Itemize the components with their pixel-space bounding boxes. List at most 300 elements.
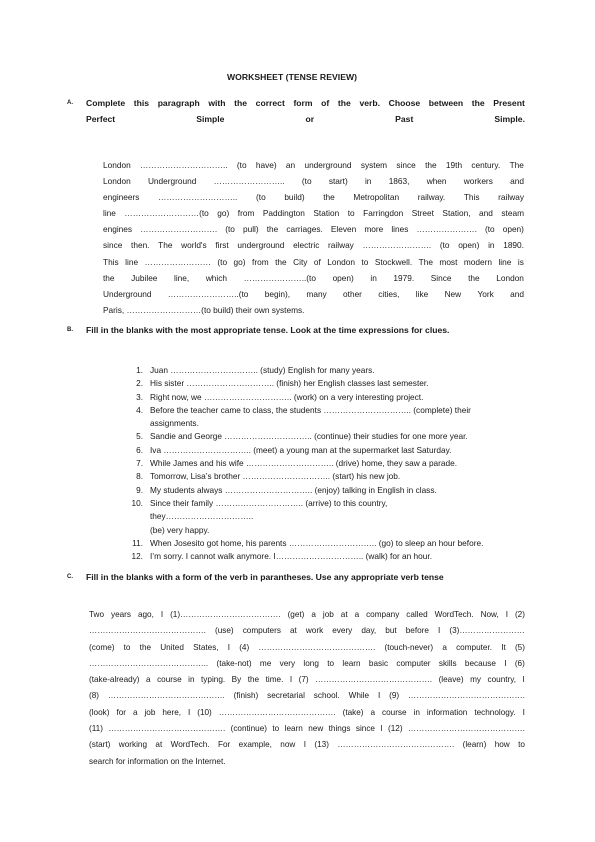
heading-word: of bbox=[321, 98, 330, 108]
paragraph-word: …………………………………….. bbox=[89, 658, 209, 668]
paragraph-word: ………………………(to bbox=[124, 208, 209, 219]
paragraph-word: information bbox=[426, 707, 468, 717]
paragraph-word: then. bbox=[131, 240, 150, 251]
paragraph-word: the bbox=[103, 272, 115, 283]
paragraph-word: 19th bbox=[445, 160, 463, 170]
paragraph-word: long bbox=[303, 658, 319, 668]
paragraph-word: called bbox=[406, 610, 428, 619]
paragraph-word: I bbox=[504, 658, 507, 668]
paragraph-line-text: search for information on the Internet. bbox=[89, 756, 226, 766]
paragraph-word: (11) bbox=[89, 724, 103, 734]
paragraph-word: since bbox=[396, 160, 416, 170]
paragraph-word: at bbox=[289, 626, 297, 636]
paragraph-word: very bbox=[279, 658, 296, 668]
paragraph-word: (4) bbox=[239, 642, 250, 652]
paragraph-word: I bbox=[522, 675, 525, 685]
section-b-heading-text: Fill in the blanks with the most appropriate tense. Look at the time expressions for clues. bbox=[86, 325, 450, 335]
paragraph-word: pull) bbox=[242, 224, 259, 235]
paragraph-word: Underground bbox=[147, 176, 197, 187]
paragraph-word: ……………………………………. bbox=[107, 691, 225, 701]
paragraph-word: build) bbox=[284, 192, 305, 203]
paragraph-line bbox=[89, 656, 525, 672]
paragraph-word: (take) bbox=[342, 707, 364, 717]
exercise-text bbox=[143, 457, 490, 470]
paragraph-word: computer bbox=[396, 658, 431, 668]
paragraph-word: lines bbox=[391, 224, 409, 235]
paragraph-word: which bbox=[205, 272, 228, 283]
paragraph-word: (get) bbox=[287, 610, 305, 619]
paragraph-word: first bbox=[215, 240, 229, 251]
paragraph-word: work bbox=[305, 626, 324, 636]
exercise-item bbox=[124, 430, 490, 443]
paragraph-word: a bbox=[146, 675, 151, 685]
paragraph-word: (9) bbox=[389, 691, 400, 701]
heading-word: or bbox=[305, 113, 315, 124]
paragraph-word: secretarial bbox=[267, 691, 305, 701]
exercise-text-line: I’m sorry. I cannot walk anymore. I………………………….. (walk) for an hour. bbox=[150, 551, 433, 562]
paragraph-word: from bbox=[252, 256, 269, 267]
paragraph-word: ……………………………………. bbox=[258, 642, 376, 652]
paragraph-word: ……………………………………. bbox=[407, 724, 525, 734]
paragraph-word: Farringdon bbox=[363, 208, 404, 219]
paragraph-word: in bbox=[370, 272, 377, 283]
section-a-heading bbox=[67, 96, 525, 127]
paragraph-word: line bbox=[103, 208, 116, 219]
exercise-number: 9. bbox=[136, 484, 143, 495]
exercise-text bbox=[143, 391, 490, 404]
exercise-text-line: Since their family ………………………….. (arrive) to this country, they………………………….. bbox=[150, 497, 388, 522]
exercise-number: 1. bbox=[136, 365, 143, 375]
paragraph-word: line bbox=[498, 256, 512, 267]
paragraph-word: (13) bbox=[314, 740, 329, 750]
paragraph-word: …………………..(to bbox=[243, 272, 316, 283]
section-c-heading bbox=[67, 570, 526, 586]
paragraph-word: (leave) bbox=[438, 675, 464, 685]
paragraph-word: railway bbox=[498, 192, 524, 203]
paragraph-word: United bbox=[160, 642, 184, 652]
paragraph-word: (touch-never) bbox=[384, 642, 434, 652]
paragraph-line bbox=[103, 270, 524, 286]
heading-word: correct bbox=[255, 98, 285, 108]
heading-word: this bbox=[133, 98, 150, 108]
paragraph-word: like bbox=[415, 288, 429, 299]
paragraph-word: computers bbox=[242, 626, 281, 636]
paragraph-word: learn bbox=[342, 658, 361, 668]
heading-word: the bbox=[337, 98, 351, 108]
exercise-item bbox=[124, 497, 490, 537]
paragraph-word: to bbox=[361, 256, 369, 267]
paragraph-line bbox=[103, 286, 524, 302]
paragraph-word: Paddington bbox=[262, 208, 305, 219]
paragraph-word: I bbox=[380, 724, 383, 734]
paragraph-word: WordTech. bbox=[434, 610, 474, 619]
exercise-text bbox=[143, 444, 490, 457]
section-a-heading-line-1 bbox=[86, 96, 525, 112]
paragraph-word: go) bbox=[233, 256, 246, 267]
paragraph-word: ………………………. bbox=[140, 224, 218, 235]
paragraph-line bbox=[103, 254, 524, 270]
paragraph-word: I bbox=[303, 740, 306, 750]
paragraph-word: ……………………………………. bbox=[108, 724, 226, 734]
paragraph-word: (learn) bbox=[462, 740, 487, 750]
paragraph-word: learn bbox=[284, 724, 303, 734]
heading-word: Simple. bbox=[494, 113, 525, 124]
exercise-text-line: Before the teacher came to class, the students ………………………….. (complete) their bbox=[150, 404, 471, 415]
paragraph-word: because bbox=[464, 658, 496, 668]
section-c-heading-text: Fill in the blanks with a form of the verb in parantheses. Use any appropriate verb tense bbox=[86, 572, 444, 582]
exercise-text-line: His sister ………………………….. (finish) her English classes last semester. bbox=[150, 378, 429, 389]
paragraph-word: (continue) bbox=[230, 724, 268, 734]
paragraph-word: in bbox=[488, 240, 495, 251]
paragraph-word: cities, bbox=[378, 288, 400, 299]
paragraph-word: (6) bbox=[514, 658, 525, 668]
heading-word: with bbox=[208, 98, 226, 108]
exercise-number: 7. bbox=[136, 458, 143, 469]
exercise-text-line: (be) very happy. bbox=[150, 524, 210, 535]
paragraph-word: 1979. bbox=[393, 272, 415, 283]
exercise-text-line: My students always ………………………….. (enjoy) talking in English in class. bbox=[150, 484, 437, 495]
paragraph-word: (10) bbox=[197, 707, 212, 717]
exercise-number: 12. bbox=[131, 551, 143, 562]
paragraph-word: and bbox=[510, 288, 524, 299]
paragraph-word: school. bbox=[313, 691, 340, 701]
paragraph-line bbox=[103, 302, 524, 318]
paragraph-word: more bbox=[364, 224, 384, 235]
paragraph-word: (1)………………………………. bbox=[170, 610, 281, 619]
paragraph-word: start) bbox=[328, 176, 348, 187]
paragraph-word: Two bbox=[89, 610, 105, 619]
paragraph-line bbox=[89, 705, 525, 721]
paragraph-word: (use) bbox=[214, 626, 234, 636]
paragraph-word: at bbox=[155, 740, 163, 750]
paragraph-word: the bbox=[247, 675, 260, 685]
paragraph-word: job bbox=[322, 610, 334, 619]
paragraph-word: begin), bbox=[264, 288, 291, 299]
paragraph-word: (12) bbox=[388, 724, 403, 734]
paragraph-word: (to bbox=[256, 192, 266, 203]
paragraph-word: carriages. bbox=[286, 224, 323, 235]
paragraph-word: now bbox=[280, 740, 296, 750]
section-a-letter: A. bbox=[67, 100, 73, 106]
paragraph-word: here, bbox=[162, 707, 182, 717]
paragraph-word: the bbox=[266, 224, 279, 235]
paragraph-word: I bbox=[227, 642, 231, 652]
paragraph-word: I bbox=[505, 610, 508, 619]
section-b-letter: B. bbox=[67, 327, 73, 333]
paragraph-word: but bbox=[385, 626, 397, 636]
paragraph-word: railway. bbox=[417, 192, 446, 203]
paragraph-word: day, bbox=[361, 626, 377, 636]
paragraph-word: engineers bbox=[103, 192, 140, 203]
heading-word: the bbox=[471, 98, 485, 108]
paragraph-word: ……………………………………. bbox=[408, 691, 525, 701]
paragraph-word: It bbox=[501, 642, 506, 652]
heading-word: Past bbox=[395, 113, 414, 124]
heading-word: Perfect bbox=[86, 113, 116, 124]
paragraph-word: go) bbox=[217, 208, 230, 219]
worksheet-title: WORKSHEET (TENSE REVIEW) bbox=[226, 72, 358, 82]
paragraph-word: York bbox=[477, 288, 494, 299]
exercise-text bbox=[143, 497, 490, 537]
paragraph-word: (to bbox=[301, 176, 312, 187]
heading-word: Simple bbox=[196, 113, 225, 124]
paragraph-word: Underground bbox=[103, 288, 152, 299]
exercise-number: 8. bbox=[136, 471, 143, 482]
paragraph-word: workers bbox=[463, 176, 493, 187]
exercise-text-line: When Josesito got home, his parents ………………………….. (go) to sleep an hour before. bbox=[150, 537, 484, 548]
paragraph-line bbox=[89, 754, 525, 770]
exercise-number: 3. bbox=[136, 391, 143, 402]
paragraph-word: line, bbox=[174, 272, 190, 283]
paragraph-word: By bbox=[231, 675, 242, 685]
exercise-item bbox=[124, 391, 490, 404]
paragraph-word: This bbox=[103, 256, 119, 267]
paragraph-word: ……………………..(to bbox=[167, 288, 249, 299]
paragraph-word: century. bbox=[471, 160, 501, 170]
paragraph-line-text: Paris, ………………………(to build) their own systems. bbox=[103, 304, 305, 315]
paragraph-word: new bbox=[308, 724, 324, 734]
exercise-number: 11. bbox=[132, 537, 143, 548]
paragraph-word: most bbox=[439, 256, 458, 267]
heading-word: form bbox=[293, 98, 313, 108]
paragraph-word: for bbox=[116, 707, 126, 717]
paragraph-word: a bbox=[442, 642, 447, 652]
paragraph-word: world's bbox=[181, 240, 207, 251]
paragraph-word: things bbox=[328, 724, 351, 734]
paragraph-word: company bbox=[366, 610, 400, 619]
paragraph-word: WordTech. bbox=[170, 740, 210, 750]
paragraph-word: technology. bbox=[474, 707, 516, 717]
paragraph-word: underground bbox=[237, 240, 285, 251]
paragraph-word: steam bbox=[501, 208, 524, 219]
paragraph-word: (to bbox=[439, 240, 450, 251]
paragraph-word: I bbox=[289, 675, 293, 685]
paragraph-word: course bbox=[157, 675, 182, 685]
paragraph-word: skills bbox=[438, 658, 457, 668]
paragraph-word: to bbox=[123, 642, 131, 652]
heading-word: between bbox=[428, 98, 464, 108]
paragraph-word: is bbox=[517, 256, 524, 267]
exercise-text bbox=[143, 537, 490, 550]
paragraph-word: computer. bbox=[456, 642, 493, 652]
paragraph-word: (finish) bbox=[233, 691, 259, 701]
paragraph-word: Metropolitan bbox=[353, 192, 400, 203]
paragraph-word: time. bbox=[265, 675, 284, 685]
paragraph-word: country, bbox=[487, 675, 517, 685]
paragraph-word: line bbox=[125, 256, 139, 267]
paragraph-word: the bbox=[425, 160, 437, 170]
paragraph-word: (start) bbox=[89, 740, 111, 750]
paragraph-line bbox=[103, 237, 524, 253]
paragraph-word: working bbox=[118, 740, 147, 750]
paragraph-word: to bbox=[272, 724, 280, 734]
paragraph-word: basic bbox=[368, 658, 389, 668]
paragraph-word: electric bbox=[293, 240, 320, 251]
paragraph-word: other bbox=[343, 288, 362, 299]
paragraph-line bbox=[89, 640, 525, 656]
paragraph-word: modern bbox=[463, 256, 492, 267]
paragraph-word: the bbox=[139, 642, 152, 652]
exercise-item bbox=[124, 470, 490, 483]
paragraph-word: since bbox=[103, 240, 123, 251]
heading-word: paragraph bbox=[157, 98, 200, 108]
paragraph-word: every bbox=[332, 626, 353, 636]
paragraph-word: (7) bbox=[298, 675, 309, 685]
paragraph-word: Jubilee bbox=[131, 272, 158, 283]
paragraph-word: (look) bbox=[89, 707, 110, 717]
heading-word: verb. bbox=[359, 98, 380, 108]
exercise-number: 6. bbox=[136, 444, 143, 455]
paragraph-word: system bbox=[360, 160, 388, 170]
paragraph-word: railway bbox=[328, 240, 354, 251]
paragraph-word: (8) bbox=[89, 691, 100, 701]
paragraph-line bbox=[89, 623, 525, 639]
exercise-text-line: Iva ………………………….. (meet) a young man at the supermarket last Saturday. bbox=[150, 444, 452, 455]
paragraph-word: States, bbox=[193, 642, 219, 652]
heading-word: the bbox=[234, 98, 248, 108]
paragraph-word: how bbox=[494, 740, 510, 750]
paragraph-word: before bbox=[405, 626, 429, 636]
paragraph-word: a bbox=[311, 610, 316, 619]
paragraph-word: Stockwell. bbox=[374, 256, 413, 267]
paragraph-line bbox=[89, 607, 525, 623]
paragraph-word: Station bbox=[313, 208, 340, 219]
paragraph-word: (2) bbox=[514, 610, 525, 619]
paragraph-word: While bbox=[348, 691, 370, 701]
paragraph-word: London bbox=[327, 256, 355, 267]
heading-word: Complete bbox=[86, 98, 126, 108]
exercise-text-line: assignments. bbox=[150, 418, 199, 429]
paragraph-word: For bbox=[218, 740, 231, 750]
paragraph-word: my bbox=[470, 675, 482, 685]
paragraph-word: and bbox=[479, 208, 493, 219]
paragraph-word: from bbox=[237, 208, 255, 219]
paragraph-word: in bbox=[364, 176, 372, 187]
exercise-text-line: Tomorrow, Lisa’s brother ………………………….. (start) his new job. bbox=[150, 471, 401, 482]
paragraph-word: (3)…………………… bbox=[449, 626, 525, 636]
paragraph-word: Now, bbox=[480, 610, 499, 619]
paragraph-line bbox=[103, 221, 524, 237]
paragraph-word: ……………………. bbox=[362, 240, 432, 251]
paragraph-word: of bbox=[313, 256, 321, 267]
exercise-item bbox=[124, 484, 490, 497]
paragraph-word: open) bbox=[502, 224, 524, 235]
exercise-item bbox=[124, 457, 490, 470]
paragraph-line bbox=[89, 688, 525, 704]
paragraph-line bbox=[103, 157, 524, 173]
paragraph-word: …………………. bbox=[416, 224, 477, 235]
paragraph-word: a bbox=[370, 707, 376, 717]
paragraph-line bbox=[103, 173, 524, 189]
exercise-number: 5. bbox=[136, 431, 143, 442]
paragraph-word: New bbox=[444, 288, 462, 299]
paragraph-word: job bbox=[144, 707, 156, 717]
paragraph-word: years bbox=[110, 610, 131, 619]
section-c-paragraph bbox=[89, 607, 525, 770]
paragraph-word: since bbox=[355, 724, 375, 734]
exercise-text bbox=[143, 364, 490, 377]
paragraph-word: (take-already) bbox=[89, 675, 140, 685]
paragraph-word: The bbox=[418, 256, 433, 267]
exercise-item bbox=[124, 404, 490, 431]
paragraph-line bbox=[89, 672, 525, 688]
paragraph-line bbox=[89, 737, 525, 753]
paragraph-word: course bbox=[382, 707, 407, 717]
paragraph-word: The bbox=[509, 160, 524, 170]
exercise-text bbox=[143, 484, 490, 497]
section-c-letter: C. bbox=[67, 574, 73, 580]
paragraph-line bbox=[103, 189, 524, 205]
paragraph-word: Since bbox=[430, 272, 452, 283]
paragraph-word: London bbox=[496, 272, 524, 283]
paragraph-word: ……………………………………. bbox=[315, 675, 433, 685]
paragraph-word: Eleven bbox=[330, 224, 357, 235]
paragraph-word: underground bbox=[304, 160, 352, 170]
paragraph-word: in bbox=[413, 707, 420, 717]
paragraph-word: example, bbox=[238, 740, 272, 750]
exercise-number: 10. bbox=[131, 497, 143, 508]
paragraph-line bbox=[103, 205, 524, 221]
paragraph-word: Station, bbox=[442, 208, 471, 219]
paragraph-word: at bbox=[340, 610, 348, 619]
paragraph-word: 1890. bbox=[503, 240, 524, 251]
paragraph-word: …………………….. bbox=[213, 176, 285, 187]
paragraph-word: to bbox=[347, 208, 355, 219]
paragraph-word: (come) bbox=[89, 642, 115, 652]
paragraph-word: (to bbox=[484, 224, 495, 235]
paragraph-word: an bbox=[285, 160, 296, 170]
paragraph-word: (to bbox=[225, 224, 235, 235]
exercise-text bbox=[143, 430, 490, 443]
paragraph-word: to bbox=[518, 740, 525, 750]
exercise-text bbox=[143, 404, 490, 431]
paragraph-word: I bbox=[522, 707, 525, 717]
paragraph-word: ago, bbox=[137, 610, 154, 619]
paragraph-word: (take-not) bbox=[216, 658, 252, 668]
paragraph-word: (to bbox=[217, 256, 228, 267]
paragraph-word: to bbox=[327, 658, 335, 668]
section-b-exercise-list bbox=[124, 364, 490, 563]
paragraph-word: typing. bbox=[201, 675, 226, 685]
section-a-paragraph bbox=[103, 157, 524, 318]
paragraph-word: London bbox=[103, 176, 131, 187]
exercise-item bbox=[124, 550, 490, 563]
paragraph-word: (5) bbox=[514, 642, 525, 652]
paragraph-line bbox=[89, 721, 525, 737]
paragraph-word: open) bbox=[458, 240, 480, 251]
paragraph-word: 1863, bbox=[388, 176, 410, 187]
exercise-item bbox=[124, 377, 490, 390]
paragraph-word: I bbox=[187, 707, 191, 717]
paragraph-word: …………………… bbox=[144, 256, 211, 267]
paragraph-word: ……………………………………. bbox=[89, 626, 206, 636]
paragraph-word: I bbox=[438, 626, 441, 636]
heading-word: Choose bbox=[388, 98, 421, 108]
paragraph-word: I bbox=[160, 610, 164, 619]
paragraph-word: have) bbox=[255, 160, 277, 170]
paragraph-word: many bbox=[306, 288, 327, 299]
paragraph-word: The bbox=[158, 240, 173, 251]
paragraph-word: the bbox=[468, 272, 480, 283]
section-a-heading-line-2 bbox=[86, 112, 525, 128]
paragraph-word: a bbox=[132, 707, 138, 717]
paragraph-word: (to bbox=[236, 160, 247, 170]
paragraph-word: the bbox=[323, 192, 335, 203]
paragraph-word: engines bbox=[103, 224, 133, 235]
exercise-text-line: Right now, we ………………………….. (work) on a very interesting project. bbox=[150, 391, 424, 402]
paragraph-word: London bbox=[103, 160, 131, 170]
paragraph-word: me bbox=[259, 658, 272, 668]
